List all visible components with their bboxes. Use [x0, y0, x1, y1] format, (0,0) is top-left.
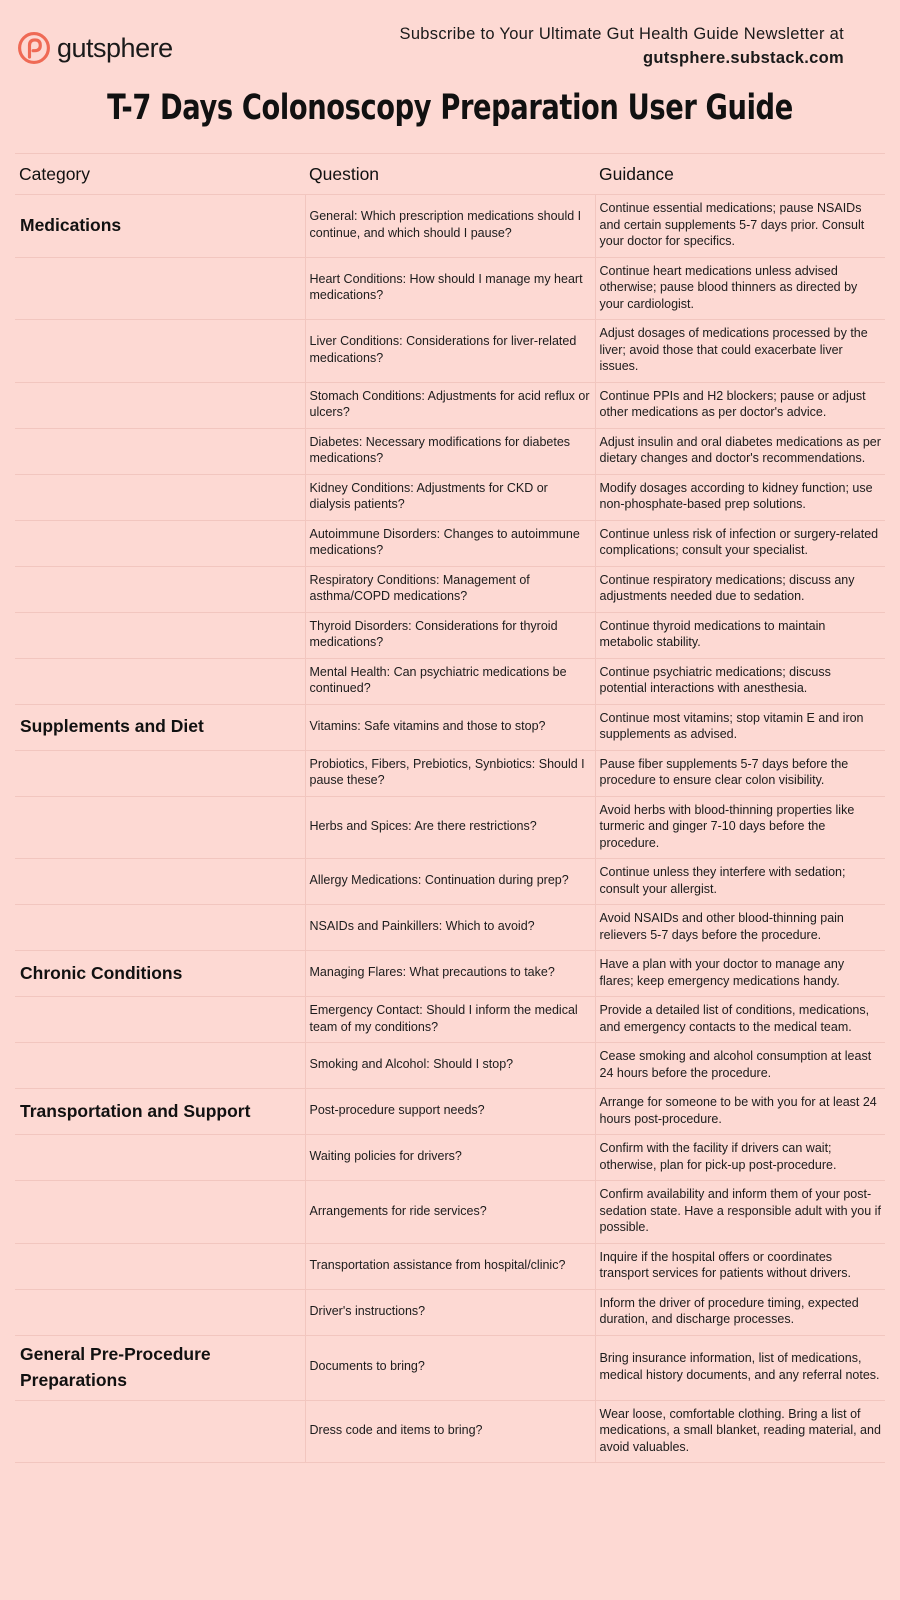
question-cell: Thyroid Disorders: Considerations for thyroid medications? — [305, 612, 595, 658]
guidance-cell: Adjust insulin and oral diabetes medications as per dietary changes and doctor's recommendations. — [595, 428, 885, 474]
guidance-cell: Avoid NSAIDs and other blood-thinning pain relievers 5-7 days before the procedure. — [595, 905, 885, 951]
category-cell — [15, 382, 305, 428]
table-row — [15, 320, 885, 383]
guidance-cell: Wear loose, comfortable clothing. Bring a list of medications, a small blanket, reading material, and avoid valuables. — [595, 1400, 885, 1463]
guidance-cell: Continue heart medications unless advised otherwise; pause blood thinners as directed by your cardiologist. — [595, 257, 885, 320]
guidance-cell: Modify dosages according to kidney function; use non-phosphate-based prep solutions. — [595, 474, 885, 520]
category-cell: Chronic Conditions — [15, 951, 305, 997]
table-row — [15, 612, 885, 658]
question-cell: Allergy Medications: Continuation during prep? — [305, 859, 595, 905]
question-cell: Waiting policies for drivers? — [305, 1135, 595, 1181]
table-row — [15, 750, 885, 796]
question-cell: Dress code and items to bring? — [305, 1400, 595, 1463]
category-cell — [15, 320, 305, 383]
question-cell: Stomach Conditions: Adjustments for acid reflux or ulcers? — [305, 382, 595, 428]
table-row — [15, 195, 885, 258]
table-row — [15, 704, 885, 750]
table-row — [15, 1181, 885, 1244]
table-row — [15, 1335, 885, 1400]
question-cell: Probiotics, Fibers, Prebiotics, Synbiotics: Should I pause these? — [305, 750, 595, 796]
category-cell: Supplements and Diet — [15, 704, 305, 750]
guidance-cell: Have a plan with your doctor to manage any flares; keep emergency medications handy. — [595, 951, 885, 997]
category-cell — [15, 750, 305, 796]
category-cell — [15, 257, 305, 320]
question-cell: Managing Flares: What precautions to take? — [305, 951, 595, 997]
table-row — [15, 1043, 885, 1089]
category-cell — [15, 997, 305, 1043]
question-cell: Respiratory Conditions: Management of asthma/COPD medications? — [305, 566, 595, 612]
guidance-cell: Confirm with the facility if drivers can wait; otherwise, plan for pick-up post-procedure. — [595, 1135, 885, 1181]
category-cell — [15, 520, 305, 566]
guidance-cell: Continue respiratory medications; discuss any adjustments needed due to sedation. — [595, 566, 885, 612]
table-row — [15, 1289, 885, 1335]
guidance-cell: Provide a detailed list of conditions, medications, and emergency contacts to the medical team. — [595, 997, 885, 1043]
category-cell — [15, 1181, 305, 1244]
category-cell — [15, 566, 305, 612]
table-row — [15, 997, 885, 1043]
category-cell — [15, 1243, 305, 1289]
guidance-cell: Continue unless risk of infection or surgery-related complications; consult your specialist. — [595, 520, 885, 566]
question-cell: Kidney Conditions: Adjustments for CKD or dialysis patients? — [305, 474, 595, 520]
guidance-cell: Continue psychiatric medications; discuss potential interactions with anesthesia. — [595, 658, 885, 704]
table-row — [15, 474, 885, 520]
page-title: T-7 Days Colonoscopy Preparation User Guide — [107, 88, 793, 128]
guidance-cell: Continue most vitamins; stop vitamin E and iron supplements as advised. — [595, 704, 885, 750]
category-cell — [15, 658, 305, 704]
guidance-cell: Cease smoking and alcohol consumption at least 24 hours before the procedure. — [595, 1043, 885, 1089]
category-cell — [15, 1135, 305, 1181]
question-cell: Driver's instructions? — [305, 1289, 595, 1335]
category-cell — [15, 1289, 305, 1335]
question-cell: Diabetes: Necessary modifications for diabetes medications? — [305, 428, 595, 474]
guidance-cell: Bring insurance information, list of medications, medical history documents, and any referral notes. — [595, 1335, 885, 1400]
guidance-cell: Arrange for someone to be with you for at least 24 hours post-procedure. — [595, 1089, 885, 1135]
question-cell: Post-procedure support needs? — [305, 1089, 595, 1135]
question-cell: General: Which prescription medications should I continue, and which should I pause? — [305, 195, 595, 258]
table-row — [15, 566, 885, 612]
category-cell — [15, 1043, 305, 1089]
guidance-cell: Adjust dosages of medications processed by the liver; avoid those that could exacerbate liver issues. — [595, 320, 885, 383]
guidance-cell: Confirm availability and inform them of your post-sedation state. Have a responsible adult with you if possible. — [595, 1181, 885, 1244]
table-row — [15, 1400, 885, 1463]
guidance-cell: Pause fiber supplements 5-7 days before the procedure to ensure clear colon visibility. — [595, 750, 885, 796]
header-guidance: Guidance — [595, 154, 885, 195]
subscribe-text: Subscribe to Your Ultimate Gut Health Guide Newsletter at — [399, 25, 844, 43]
guidance-cell: Avoid herbs with blood-thinning properties like turmeric and ginger 7-10 days before the procedure. — [595, 796, 885, 859]
guidance-cell: Inform the driver of procedure timing, expected duration, and discharge processes. — [595, 1289, 885, 1335]
table-row — [15, 951, 885, 997]
question-cell: NSAIDs and Painkillers: Which to avoid? — [305, 905, 595, 951]
category-cell — [15, 474, 305, 520]
category-cell — [15, 612, 305, 658]
table-row — [15, 428, 885, 474]
question-cell: Arrangements for ride services? — [305, 1181, 595, 1244]
table-row — [15, 859, 885, 905]
header-question: Question — [305, 154, 595, 195]
table-row — [15, 796, 885, 859]
question-cell: Liver Conditions: Considerations for liver-related medications? — [305, 320, 595, 383]
brand-logo — [16, 30, 173, 66]
category-cell — [15, 796, 305, 859]
table-row — [15, 520, 885, 566]
table-row — [15, 1243, 885, 1289]
question-cell: Autoimmune Disorders: Changes to autoimmune medications? — [305, 520, 595, 566]
gutsphere-logo-icon — [16, 30, 52, 66]
question-cell: Emergency Contact: Should I inform the medical team of my conditions? — [305, 997, 595, 1043]
category-cell — [15, 905, 305, 951]
category-cell: General Pre-Procedure Preparations — [15, 1335, 305, 1400]
category-cell — [15, 428, 305, 474]
question-cell: Mental Health: Can psychiatric medications be continued? — [305, 658, 595, 704]
guidance-cell: Inquire if the hospital offers or coordinates transport services for patients without drivers. — [595, 1243, 885, 1289]
table-header-row — [15, 154, 885, 195]
brand-name: gutsphere — [57, 32, 173, 63]
question-cell: Herbs and Spices: Are there restrictions? — [305, 796, 595, 859]
table-row — [15, 257, 885, 320]
header-category: Category — [15, 154, 305, 195]
subscribe-banner — [400, 22, 844, 70]
table-row — [15, 658, 885, 704]
guidance-cell: Continue unless they interfere with sedation; consult your allergist. — [595, 859, 885, 905]
category-cell: Transportation and Support — [15, 1089, 305, 1135]
category-cell: Medications — [15, 195, 305, 258]
guide-table — [15, 153, 885, 1463]
guidance-cell: Continue thyroid medications to maintain metabolic stability. — [595, 612, 885, 658]
question-cell: Transportation assistance from hospital/clinic? — [305, 1243, 595, 1289]
question-cell: Heart Conditions: How should I manage my heart medications? — [305, 257, 595, 320]
guidance-cell: Continue essential medications; pause NSAIDs and certain supplements 5-7 days prior. Consult your doctor for specifics. — [595, 195, 885, 258]
category-cell — [15, 859, 305, 905]
question-cell: Documents to bring? — [305, 1335, 595, 1400]
table-row — [15, 1089, 885, 1135]
question-cell: Vitamins: Safe vitamins and those to stop? — [305, 704, 595, 750]
category-cell — [15, 1400, 305, 1463]
newsletter-link[interactable]: gutsphere.substack.com — [643, 49, 844, 67]
table-row — [15, 382, 885, 428]
question-cell: Smoking and Alcohol: Should I stop? — [305, 1043, 595, 1089]
table-row — [15, 905, 885, 951]
table-row — [15, 1135, 885, 1181]
guidance-cell: Continue PPIs and H2 blockers; pause or adjust other medications as per doctor's advice. — [595, 382, 885, 428]
